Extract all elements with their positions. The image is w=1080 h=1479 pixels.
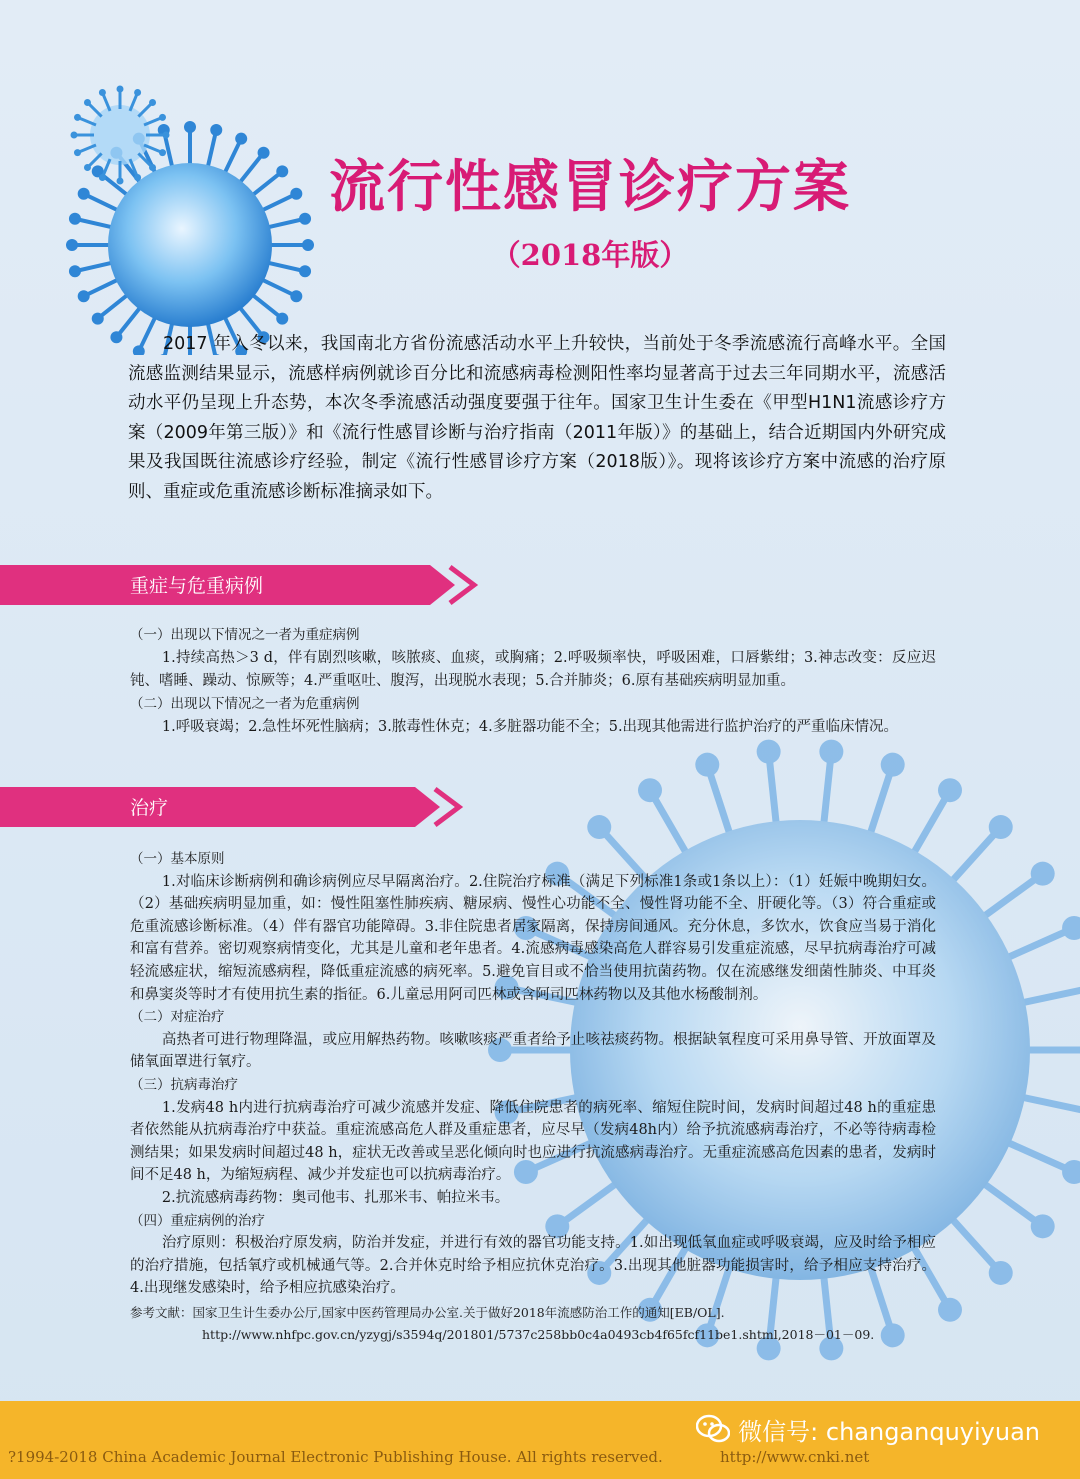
section-ribbon-severe (0, 565, 500, 603)
references (130, 1302, 950, 1346)
section-severe-body (130, 624, 936, 739)
section-ribbon-treatment (0, 787, 480, 825)
subheading: （三）抗病毒治疗 (130, 1076, 238, 1093)
section-heading-treatment: 治疗 (130, 797, 169, 819)
wechat-watermark (696, 1413, 1040, 1445)
wechat-id: 微信号: changanquyiyuan (738, 1417, 1040, 1446)
subheading: （二）出现以下情况之一者为危重病例 (130, 696, 360, 712)
edition-subtitle: （2018年版） (491, 238, 689, 272)
paragraph: 2.抗流感病毒药物：奥司他韦、扎那米韦、帕拉米韦。 (161, 1189, 510, 1206)
reference-line: 参考文献：国家卫生计生委办公厅,国家中医药管理局办公室.关于做好2018年流感防治工作的通知[EB/OL]. (130, 1305, 725, 1320)
ribbon-arrow-icon (0, 787, 480, 827)
wechat-icon (696, 1414, 730, 1444)
subheading: （一）出现以下情况之一者为重症病例 (130, 627, 360, 643)
subheading: （一）基本原则 (130, 851, 225, 867)
intro-paragraph: 2017 年入冬以来，我国南北方省份流感活动水平上升较快，当前处于冬季流感流行高峰水平。全国流感监测结果显示，流感样病例就诊百分比和流感病毒检测阳性率均显著高于过去三年同期水平，流感活动水平仍呈现上升态势，本次冬季流感活动强度要强于往年。国家卫生计生委在《甲型H1N1流感诊疗方案（2009年第三版）》和《流行性感冒诊断与治疗指南（2011年版）》的基础上，结合近期国内外研究成果及我国既往流感诊疗经验，制定《流行性感冒诊疗方案（2018版）》。现将该诊疗方案中流感的治疗原则、重症或危重流感诊断标准摘录如下。 (128, 334, 946, 502)
copyright-text: ?1994-2018 China Academic Journal Electronic Publishing House. All rights reserved. (8, 1448, 663, 1466)
paragraph: 1.对临床诊断病例和确诊病例应尽早隔离治疗。2.住院治疗标准（满足下列标准1条或1条以上）：（1）妊娠中晚期妇女。（2）基础疾病明显加重，如：慢性阻塞性肺疾病、糖尿病、慢性心功能不全、慢性肾功能不全、肝硬化等。（3）符合重症或危重流感诊断标准。（4）伴有器官功能障碍。3.非住院患者居家隔离，保持房间通风。充分休息，多饮水，饮食应当易于消化和富有营养。密切观察病情变化，尤其是儿童和老年患者。4.流感病毒感染高危人群容易引发重症流感，尽早抗病毒治疗可减轻流感症状，缩短流感病程，降低重症流感的病死率。5.避免盲目或不恰当使用抗菌药物。仅在流感继发细菌性肺炎、中耳炎和鼻窦炎等时才有使用抗生素的指征。6.儿童忌用阿司匹林或含阿司匹林药物以及其他水杨酸制剂。 (130, 873, 936, 1003)
section-heading-severe: 重症与危重病例 (130, 575, 264, 597)
reference-url[interactable]: http://www.nhfpc.gov.cn/yzygj/s3594q/201801/5737c258bb0c4a0493cb4f65fcf11be1.shtml,2018－01－09. (202, 1327, 875, 1342)
page-title: 流行性感冒诊疗方案 (329, 155, 851, 220)
paragraph: 高热者可进行物理降温，或应用解热药物。咳嗽咳痰严重者给予止咳祛痰药物。根据缺氧程度可采用鼻导管、开放面罩及储氧面罩进行氧疗。 (130, 1031, 936, 1071)
cnki-link[interactable]: http://www.cnki.net (720, 1448, 870, 1466)
subheading: （四）重症病例的治疗 (130, 1212, 265, 1229)
paragraph: 1.持续高热＞3 d，伴有剧烈咳嗽，咳脓痰、血痰，或胸痛；2.呼吸频率快，呼吸困难，口唇紫绀；3.神志改变：反应迟钝、嗜睡、躁动、惊厥等；4.严重呕吐、腹泻，出现脱水表现；5.合并肺炎；6.原有基础疾病明显加重。 (130, 650, 936, 689)
section-treatment-body (130, 848, 936, 1300)
footer-bar (0, 1401, 1080, 1479)
subheading: （二）对症治疗 (130, 1009, 225, 1026)
paragraph: 1.呼吸衰竭；2.急性坏死性脑病；3.脓毒性休克；4.多脏器功能不全；5.出现其他需进行监护治疗的严重临床情况。 (161, 719, 899, 735)
paragraph: 1.发病48 h内进行抗病毒治疗可减少流感并发症、降低住院患者的病死率、缩短住院时间，发病时间超过48 h的重症患者依然能从抗病毒治疗中获益。重症流感高危人群及重症患者，应尽早（发病48h内）给予抗流感病毒治疗，不必等待病毒检测结果；如果发病时间超过48 h，症状无改善或呈恶化倾向时也应进行抗流感病毒治疗。无重症流感高危因素的患者，发病时间不足48 h，为缩短病程、减少并发症也可以抗病毒治疗。 (130, 1099, 936, 1184)
paragraph: 治疗原则：积极治疗原发病，防治并发症，并进行有效的器官功能支持。1.如出现低氧血症或呼吸衰竭，应及时给予相应的治疗措施，包括氧疗或机械通气等。2.合并休克时给予相应抗休克治疗。3.出现其他脏器功能损害时，给予相应支持治疗。4.出现继发感染时，给予相应抗感染治疗。 (130, 1235, 936, 1297)
